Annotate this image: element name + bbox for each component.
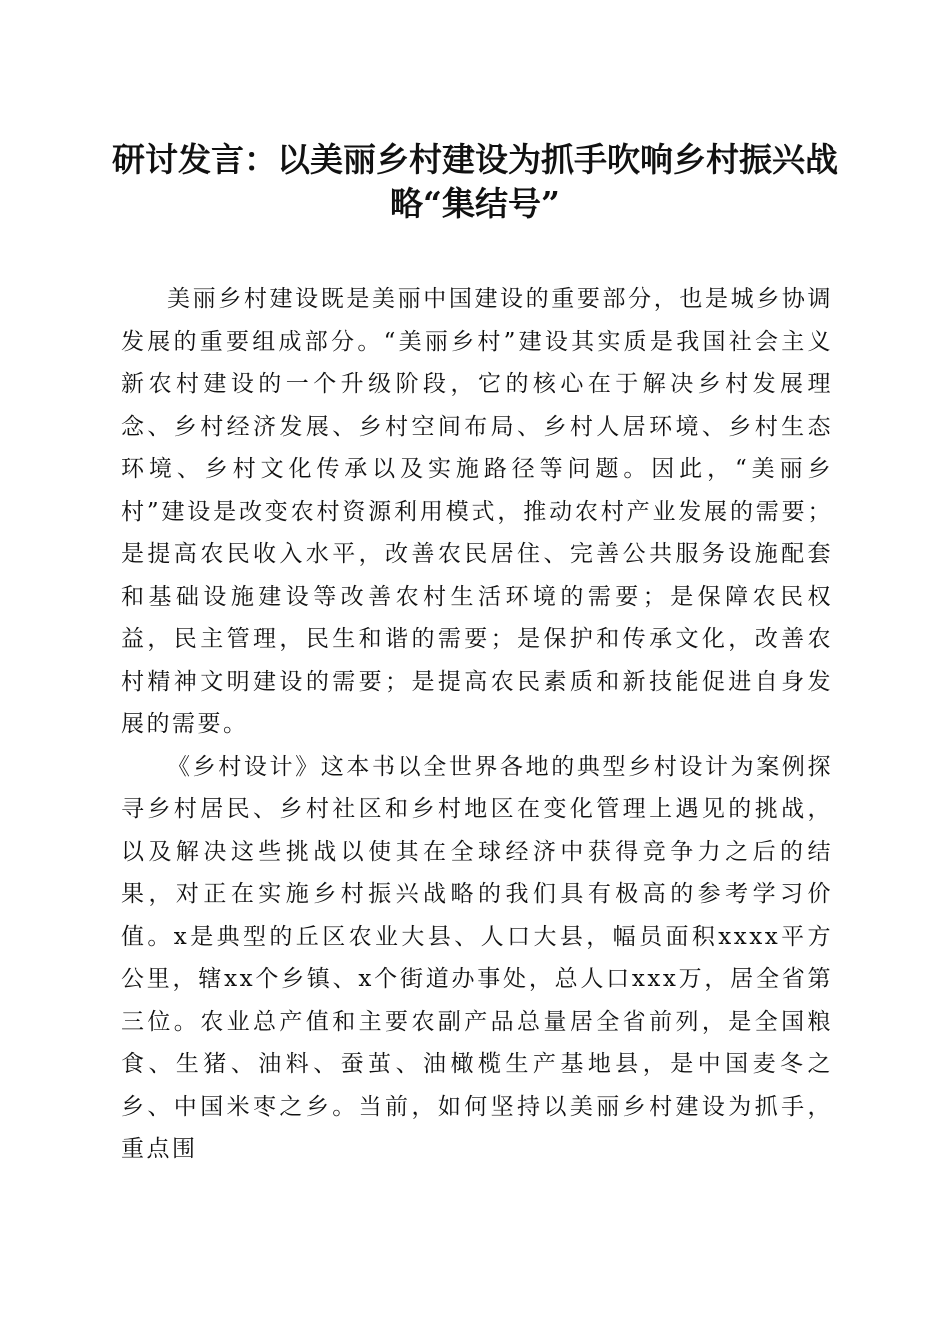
paragraph: 《乡村设计》这本书以全世界各地的典型乡村设计为案例探寻乡村居民、乡村社区和乡村地区在变化管理上遇见的挑战，以及解决这些挑战以使其在全球经济中获得竞争力之后的结果，对正在实施乡村振兴战略的我们具有极高的参考学习价值。x是典型的丘区农业大县、人口大县，幅员面积xxxx平方公里，辖xx个乡镇、x个街道办事处，总人口xxx万，居全省第三位。农业总产值和主要农副产品总量居全省前列，是全国粮食、生猪、油料、蚕茧、油橄榄生产基地县，是中国麦冬之乡、中国米枣之乡。当前，如何坚持以美丽乡村建设为抓手，重点围 — [121, 753, 833, 1162]
document-body — [121, 278, 833, 1171]
paragraph: 美丽乡村建设既是美丽中国建设的重要部分，也是城乡协调发展的重要组成部分。“美丽乡村”建设其实质是我国社会主义新农村建设的一个升级阶段，它的核心在于解决乡村发展理念、乡村经济发展、乡村空间布局、乡村人居环境、乡村生态环境、乡村文化传承以及实施路径等问题。因此，“美丽乡村”建设是改变农村资源利用模式，推动农村产业发展的需要；是提高农民收入水平，改善农民居住、完善公共服务设施配套和基础设施建设等改善农村生活环境的需要；是保障农民权益，民主管理，民生和谐的需要；是保护和传承文化，改善农村精神文明建设的需要；是提高农民素质和新技能促进自身发展的需要。 — [121, 286, 833, 737]
document-title: 研讨发言：以美丽乡村建设为抓手吹响乡村振兴战略“集结号” — [112, 140, 838, 223]
